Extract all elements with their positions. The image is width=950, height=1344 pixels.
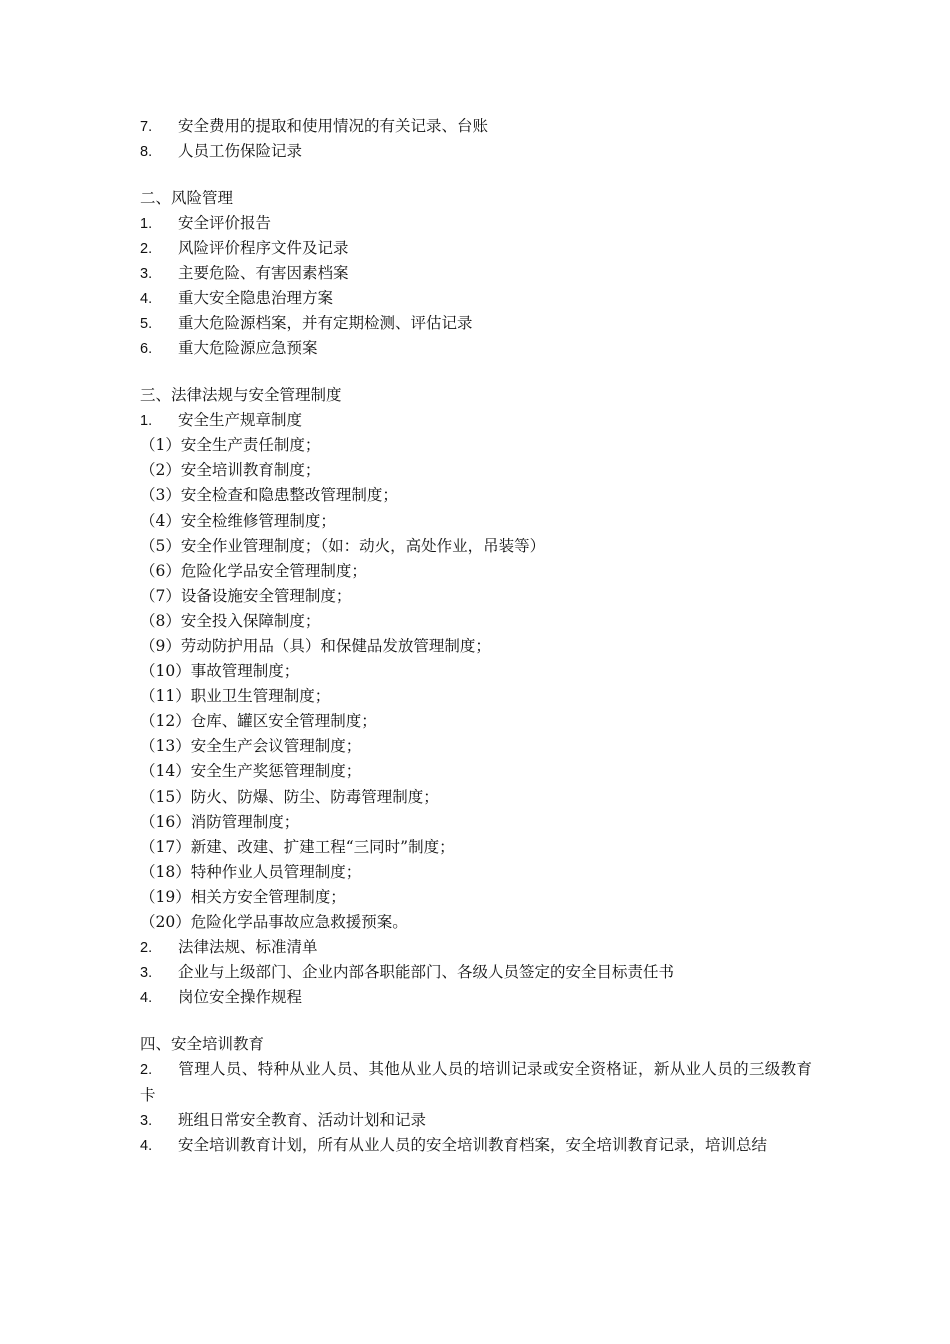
item-number: 3. (140, 1113, 153, 1130)
sub-item: （8）安全投入保障制度； (140, 611, 321, 630)
item-number: 1. (140, 413, 153, 430)
list-item (140, 336, 812, 361)
item-text: 主要危险、有害因素档案 (178, 264, 349, 283)
item-number: 3. (140, 266, 153, 283)
list-item (140, 236, 812, 261)
sub-item: （3）安全检查和隐患整改管理制度； (140, 486, 398, 505)
list-item (140, 114, 812, 139)
item-text: 班组日常安全教育、活动计划和记录 (178, 1111, 427, 1130)
item-text: 企业与上级部门、企业内部各职能部门、各级人员签定的安全目标责任书 (178, 963, 675, 982)
sub-item: （9）劳动防护用品（具）和保健品发放管理制度； (140, 636, 491, 655)
item-number: 3. (140, 965, 153, 982)
item-number: 6. (140, 341, 153, 358)
item-text: 岗位安全操作规程 (178, 988, 303, 1007)
item-text: 风险评价程序文件及记录 (178, 238, 349, 257)
sub-item: （17）新建、改建、扩建工程“三同时”制度； (140, 837, 455, 856)
item-text: 安全费用的提取和使用情况的有关记录、台账 (178, 117, 489, 135)
item-number: 2. (140, 240, 153, 257)
item-number: 4. (140, 1138, 153, 1155)
sub-item: （13）安全生产会议管理制度； (140, 737, 362, 756)
list-item (140, 1057, 812, 1108)
item-number: 8. (140, 144, 153, 161)
sub-item: （14）安全生产奖惩管理制度； (140, 762, 362, 781)
sub-item: （7）设备设施安全管理制度； (140, 586, 352, 605)
sub-item: （16）消防管理制度； (140, 812, 300, 831)
item-number: 2. (140, 1062, 153, 1079)
sub-item: （1）安全生产责任制度； (140, 436, 321, 455)
list-item (140, 985, 812, 1010)
list-item (140, 286, 812, 311)
item-number: 1. (140, 215, 153, 232)
sub-item: （20）危险化学品事故应急救援预案。 (140, 913, 408, 931)
item-text: 安全生产规章制度 (178, 411, 303, 430)
sub-item: （12）仓库、罐区安全管理制度； (140, 712, 377, 731)
section-heading: 四、安全培训教育 (140, 1034, 265, 1053)
list-item (140, 1108, 812, 1133)
sub-item: （5）安全作业管理制度；（如：动火，高处作业，吊装等） (140, 536, 546, 555)
item-text: 管理人员、特种从业人员、其他从业人员的培训记录或安全资格证，新从业人员的三级教育卡 (140, 1060, 812, 1105)
item-text: 安全评价报告 (178, 213, 272, 232)
section-heading: 二、风险管理 (140, 188, 234, 207)
list-item (140, 960, 812, 985)
section-heading: 三、法律法规与安全管理制度 (140, 386, 342, 405)
document-page (140, 114, 812, 1159)
item-number: 7. (140, 119, 153, 135)
sub-item: （11）职业卫生管理制度； (140, 687, 331, 706)
section-spacer (140, 1010, 812, 1032)
list-item (140, 1133, 812, 1159)
list-item (140, 408, 812, 433)
list-item (140, 139, 812, 164)
section-spacer (140, 361, 812, 383)
list-item (140, 211, 812, 236)
item-number: 4. (140, 990, 153, 1007)
sub-item: （15）防火、防爆、防尘、防毒管理制度； (140, 787, 439, 806)
item-text: 重大危险源档案，并有定期检测、评估记录 (178, 314, 473, 333)
item-text: 人员工伤保险记录 (178, 142, 303, 161)
sub-item: （6）危险化学品安全管理制度； (140, 561, 367, 580)
list-item (140, 261, 812, 286)
sub-item: （4）安全检维修管理制度； (140, 511, 336, 530)
item-text: 法律法规、标准清单 (178, 938, 318, 957)
sub-item: （18）特种作业人员管理制度； (140, 862, 362, 881)
item-text: 重大安全隐患治理方案 (178, 289, 334, 308)
item-text: 重大危险源应急预案 (178, 339, 318, 358)
list-item (140, 935, 812, 960)
item-number: 2. (140, 940, 153, 957)
sub-item: （2）安全培训教育制度； (140, 461, 321, 480)
sub-item: （19）相关方安全管理制度； (140, 887, 346, 906)
item-text: 安全培训教育计划，所有从业人员的安全培训教育档案，安全培训教育记录，培训总结 (178, 1136, 768, 1155)
item-number: 5. (140, 316, 153, 333)
section-spacer (140, 164, 812, 186)
sub-item: （10）事故管理制度； (140, 662, 300, 681)
item-number: 4. (140, 291, 153, 308)
list-item (140, 311, 812, 336)
